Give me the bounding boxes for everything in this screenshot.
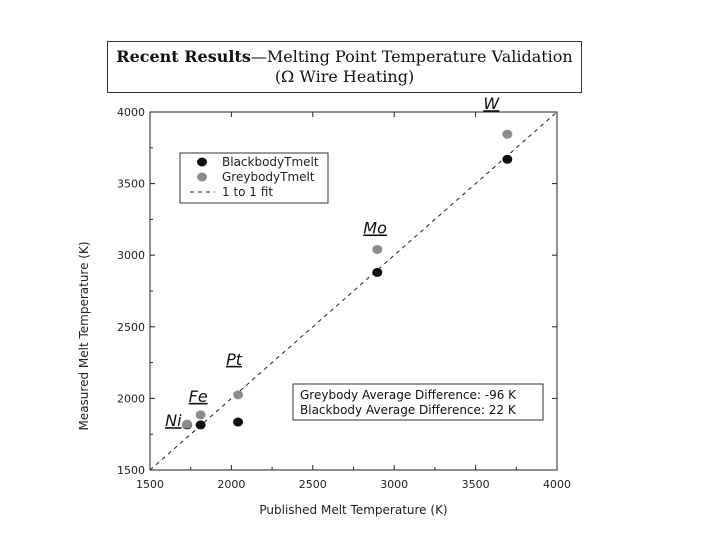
stats-blackbody: Blackbody Average Difference: 22 K (300, 403, 516, 417)
legend-label-greybody: GreybodyTmelt (222, 170, 315, 184)
x-tick-label: 2000 (217, 478, 246, 491)
legend-marker-greybody (197, 173, 207, 182)
greybody-point (233, 390, 243, 399)
point-label-pt: Pt (226, 349, 242, 369)
legend-marker-blackbody (197, 158, 207, 167)
blackbody-point (502, 155, 512, 164)
y-tick-label: 3000 (117, 249, 145, 263)
greybody-point (196, 410, 206, 419)
legend-label-blackbody: BlackbodyTmelt (222, 155, 319, 169)
chart-title-bold: Recent Results (116, 47, 251, 66)
legend-label-fit: 1 to 1 fit (222, 185, 274, 199)
y-tick-label: 4000 (117, 106, 145, 119)
x-tick-label: 3000 (380, 478, 409, 491)
chart-title-rest: —Melting Point Temperature Validation (250, 47, 573, 66)
point-label-w: W (483, 94, 500, 114)
greybody-point (182, 420, 192, 429)
point-label-ni: Ni (165, 411, 182, 431)
y-tick-label: 1500 (117, 464, 145, 477)
x-tick-label: 1500 (136, 478, 164, 491)
blackbody-point (196, 420, 206, 429)
stats-greybody: Greybody Average Difference: -96 K (300, 388, 517, 402)
y-axis-label: Measured Melt Temperature (K) (77, 241, 91, 431)
point-label-fe: Fe (188, 386, 208, 406)
point-label-mo: Mo (363, 218, 387, 238)
blackbody-point (233, 418, 243, 427)
x-tick-label: 2500 (298, 478, 327, 491)
y-tick-label: 3500 (117, 177, 145, 191)
y-tick-label: 2500 (117, 320, 145, 334)
y-tick-label: 2000 (117, 392, 145, 406)
x-axis-label: Published Melt Temperature (K) (259, 503, 448, 517)
greybody-point (502, 130, 512, 139)
x-tick-label: 3500 (461, 478, 490, 491)
x-tick-label: 4000 (543, 478, 571, 491)
greybody-point (372, 245, 382, 254)
blackbody-point (372, 268, 382, 277)
chart-subtitle: (Ω Wire Heating) (274, 67, 415, 86)
